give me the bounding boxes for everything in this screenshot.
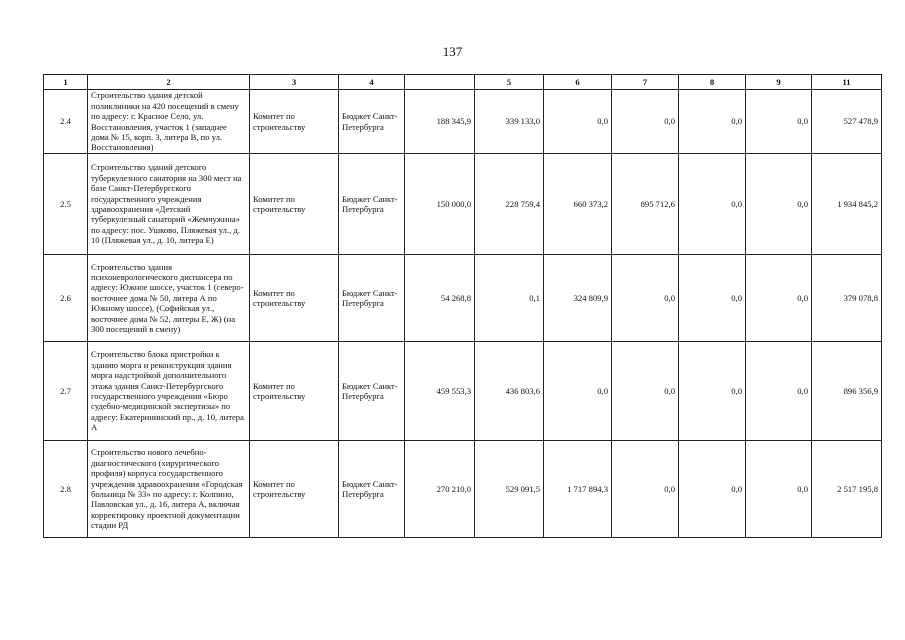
column-header: 1 (44, 75, 88, 90)
value-cell: 0,0 (746, 255, 812, 342)
value-cell: 0,0 (679, 342, 746, 441)
value-cell: 324 809,9 (544, 255, 612, 342)
total-cell: 2 517 195,8 (812, 441, 882, 538)
budget-table (43, 74, 882, 538)
column-header: 8 (679, 75, 746, 90)
total-cell: 896 356,9 (812, 342, 882, 441)
row-index: 2.5 (44, 154, 88, 255)
column-header: 9 (746, 75, 812, 90)
column-header (405, 75, 475, 90)
value-cell: 0,0 (679, 255, 746, 342)
value-cell: 0,1 (475, 255, 544, 342)
value-cell: 339 133,0 (475, 90, 544, 154)
executor: Комитет по строительству (250, 342, 339, 441)
value-cell: 54 268,8 (405, 255, 475, 342)
total-cell: 1 934 845,2 (812, 154, 882, 255)
value-cell: 0,0 (544, 342, 612, 441)
value-cell: 188 345,9 (405, 90, 475, 154)
column-header: 11 (812, 75, 882, 90)
executor: Комитет по строительству (250, 441, 339, 538)
value-cell: 0,0 (746, 441, 812, 538)
value-cell: 0,0 (746, 90, 812, 154)
table-row (44, 154, 882, 255)
table-row (44, 441, 882, 538)
value-cell: 529 091,5 (475, 441, 544, 538)
value-cell: 0,0 (679, 154, 746, 255)
column-header: 4 (339, 75, 405, 90)
executor: Комитет по строительству (250, 255, 339, 342)
value-cell: 436 803,6 (475, 342, 544, 441)
value-cell: 459 553,3 (405, 342, 475, 441)
value-cell: 0,0 (544, 90, 612, 154)
total-cell: 379 078,8 (812, 255, 882, 342)
value-cell: 0,0 (746, 342, 812, 441)
header-row (44, 75, 882, 90)
table-row (44, 255, 882, 342)
value-cell: 895 712,6 (612, 154, 679, 255)
page-number: 137 (442, 44, 463, 59)
value-cell: 150 000,0 (405, 154, 475, 255)
value-cell: 0,0 (612, 255, 679, 342)
table-row (44, 342, 882, 441)
total-cell: 527 478,9 (812, 90, 882, 154)
value-cell: 1 717 894,3 (544, 441, 612, 538)
row-index: 2.8 (44, 441, 88, 538)
column-header: 6 (544, 75, 612, 90)
column-header: 3 (250, 75, 339, 90)
column-header: 2 (88, 75, 250, 90)
value-cell: 270 210,0 (405, 441, 475, 538)
funding-source: Бюджет Санкт-Петербурга (339, 441, 405, 538)
column-header: 7 (612, 75, 679, 90)
object-name: Строительство нового лечебно-диагностического (хирургического профиля) корпуса государственного учреждения здравоохранения «Городская больница № 33» по адресу: г. Колпино, Павловская ул., д. 16, литера А, включая корректировку проектной документации стадии РД (88, 441, 250, 538)
funding-source: Бюджет Санкт-Петербурга (339, 342, 405, 441)
column-header: 5 (475, 75, 544, 90)
executor: Комитет по строительству (250, 90, 339, 154)
value-cell: 660 373,2 (544, 154, 612, 255)
value-cell: 0,0 (612, 90, 679, 154)
row-index: 2.7 (44, 342, 88, 441)
object-name: Строительство здания детской поликлиники на 420 посещений в смену по адресу: г. Красное Село, ул. Восстановления, участок 1 (западнее дома № 15, корп. 3, литера В, по ул. Восстановления) (88, 90, 250, 154)
funding-source: Бюджет Санкт-Петербурга (339, 154, 405, 255)
row-index: 2.4 (44, 90, 88, 154)
object-name: Строительство зданий детского туберкулезного санатория на 300 мест на базе Санкт-Петербургского государственного учреждения здравоохранения «Детский туберкулезный санаторий «Жемчужина» по адресу: пос. Ушково, Пляжевая ул., д. 10 (Пляжевая ул., д. 10, литера Е) (88, 154, 250, 255)
table-row (44, 90, 882, 154)
value-cell: 0,0 (746, 154, 812, 255)
value-cell: 0,0 (612, 441, 679, 538)
value-cell: 228 759,4 (475, 154, 544, 255)
row-index: 2.6 (44, 255, 88, 342)
value-cell: 0,0 (679, 441, 746, 538)
object-name: Строительство блока пристройки к зданию морга и реконструкция здания морга надстройкой дополнительного этажа здания Санкт-Петербургского государственного учреждения «Бюро судебно-медицинской экспертизы» по адресу: Екатерининский пр., д. 10, литера А (88, 342, 250, 441)
value-cell: 0,0 (612, 342, 679, 441)
funding-source: Бюджет Санкт-Петербурга (339, 90, 405, 154)
executor: Комитет по строительству (250, 154, 339, 255)
funding-source: Бюджет Санкт-Петербурга (339, 255, 405, 342)
value-cell: 0,0 (679, 90, 746, 154)
object-name: Строительство здания психоневрологического диспансера по адресу: Южное шоссе, участок 1 (северо-восточнее дома № 50, литера А по Южному шоссе), (Софийская ул., восточнее дома № 52, литеры Е, Ж) (на 300 посещений в смену) (88, 255, 250, 342)
